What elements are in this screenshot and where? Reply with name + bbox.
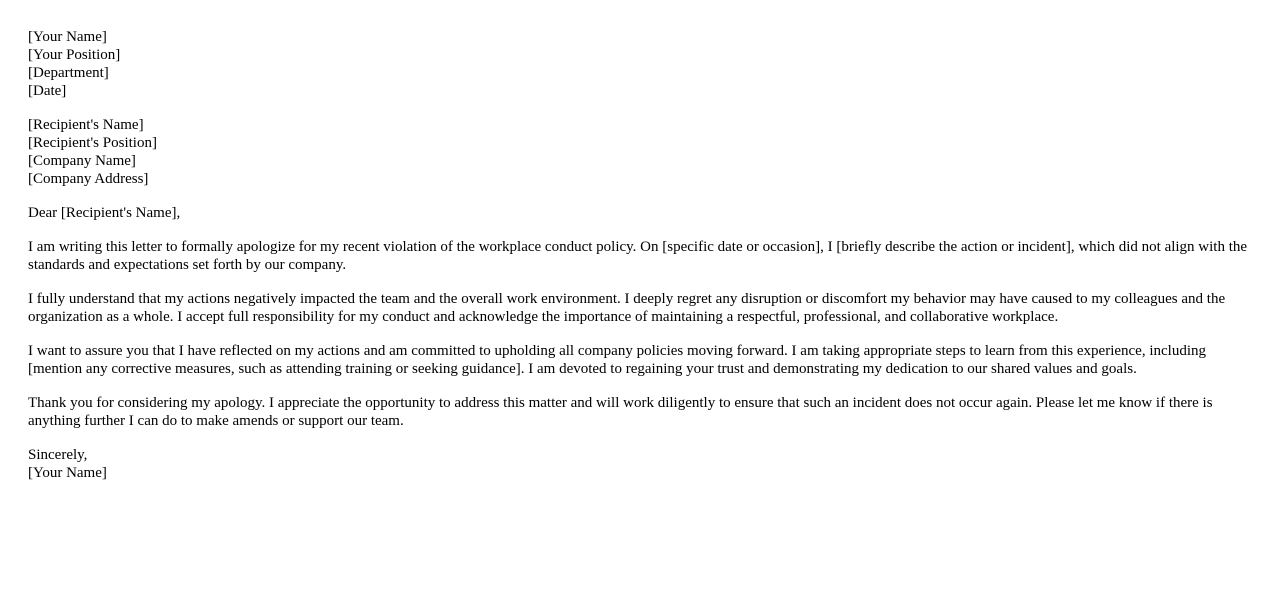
- closing-block: [28, 446, 1253, 482]
- body-paragraph-2: I fully understand that my actions negatively impacted the team and the overall work environment. I deeply regret any disruption or discomfort my behavior may have caused to my colleagues and the organization as a whole. I accept full responsibility for my conduct and acknowledge the importance of maintaining a respectful, professional, and collaborative workplace.: [28, 291, 1226, 325]
- letter-date: [Date]: [28, 83, 67, 99]
- letter-body: [28, 28, 1253, 498]
- body-paragraph-1: I am writing this letter to formally apologize for my recent violation of the workplace conduct policy. On [specific date or occasion], I [briefly describe the action or incident], which did not align with the standards and expectations set forth by our company.: [28, 239, 1248, 273]
- recipient-address: [Company Address]: [28, 171, 149, 187]
- body-paragraph-4: Thank you for considering my apology. I appreciate the opportunity to address this matter and will work diligently to ensure that such an incident does not occur again. Please let me know if there is anything further I can do to make amends or support our team.: [28, 395, 1213, 429]
- recipient-position: [Recipient's Position]: [28, 135, 157, 151]
- sender-block: [28, 28, 1253, 100]
- signature-name: [Your Name]: [28, 465, 107, 481]
- recipient-block: [28, 116, 1253, 188]
- sender-department: [Department]: [28, 65, 109, 81]
- salutation: Dear [Recipient's Name],: [28, 205, 181, 221]
- body-paragraph-3: I want to assure you that I have reflected on my actions and am committed to upholding all company policies moving forward. I am taking appropriate steps to learn from this experience, including [mention any corrective measures, such as attending training or seeking guidance]. I am devoted to regaining your trust and demonstrating my dedication to our shared values and goals.: [28, 343, 1206, 377]
- recipient-name: [Recipient's Name]: [28, 117, 144, 133]
- sender-name: [Your Name]: [28, 29, 107, 45]
- valediction: Sincerely,: [28, 447, 88, 463]
- recipient-company: [Company Name]: [28, 153, 136, 169]
- sender-position: [Your Position]: [28, 47, 121, 63]
